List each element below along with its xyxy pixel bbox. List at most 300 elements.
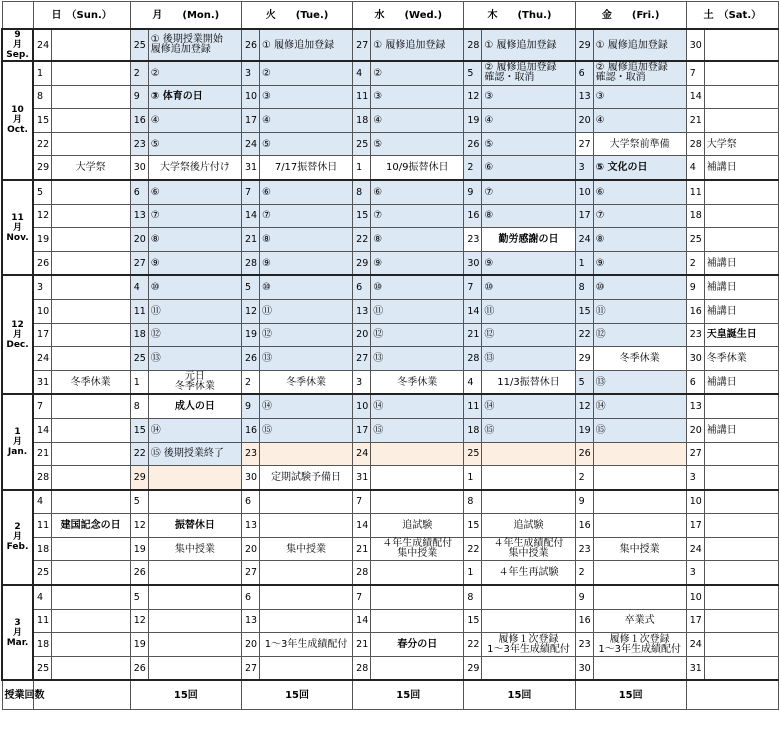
event-mon: ⑬	[148, 347, 241, 371]
date-thu: 1	[464, 466, 482, 490]
month-label: 11 月 Nov.	[2, 180, 33, 275]
date-wed: 3	[353, 370, 371, 394]
date-tue: 10	[241, 85, 259, 109]
event-mon: ⑤	[148, 132, 241, 156]
date-mon: 19	[130, 633, 148, 657]
event-wed: ⑧	[371, 228, 464, 252]
event-thu: 勤労感謝の日	[482, 228, 575, 252]
event-thu: ⑮	[482, 418, 575, 442]
date-tue: 17	[241, 109, 259, 133]
week-row	[2, 466, 779, 490]
date-sun: 18	[33, 633, 51, 657]
event-sun: 大学祭	[51, 156, 130, 180]
event-fri	[593, 466, 686, 490]
date-wed: 14	[353, 514, 371, 538]
date-thu: 30	[464, 251, 482, 275]
date-thu: 22	[464, 537, 482, 561]
date-sat: 25	[686, 228, 704, 252]
event-sun	[51, 633, 130, 657]
date-mon: 25	[130, 29, 148, 61]
date-wed: 4	[353, 61, 371, 85]
date-fri: 2	[575, 561, 593, 585]
date-wed: 7	[353, 490, 371, 514]
event-sat	[704, 442, 778, 466]
date-mon: 4	[130, 275, 148, 299]
event-sun	[51, 609, 130, 633]
date-fri: 10	[575, 180, 593, 204]
event-fri: ④	[593, 109, 686, 133]
date-mon: 5	[130, 490, 148, 514]
date-tue: 3	[241, 61, 259, 85]
date-sat: 17	[686, 609, 704, 633]
event-sun	[51, 251, 130, 275]
event-thu: ① 履修追加登録	[482, 29, 575, 61]
event-tue: ⑫	[259, 323, 352, 347]
event-fri	[593, 585, 686, 609]
date-sun: 31	[33, 370, 51, 394]
event-tue: ⑬	[259, 347, 352, 371]
date-thu: 16	[464, 204, 482, 228]
date-sun: 25	[33, 561, 51, 585]
date-thu: 23	[464, 228, 482, 252]
date-tue: 24	[241, 132, 259, 156]
date-mon: 26	[130, 656, 148, 680]
event-sat: 補講日	[704, 418, 778, 442]
date-sun: 1	[33, 61, 51, 85]
date-wed: 27	[353, 347, 371, 371]
header-fri: 金 (Fri.)	[575, 2, 686, 30]
date-tue: 13	[241, 609, 259, 633]
event-wed: ⑭	[371, 394, 464, 418]
date-fri: 5	[575, 370, 593, 394]
event-fri	[593, 656, 686, 680]
event-sun	[51, 585, 130, 609]
date-sun: 17	[33, 323, 51, 347]
date-sat: 17	[686, 514, 704, 538]
event-fri: ⑨	[593, 251, 686, 275]
date-mon: 16	[130, 109, 148, 133]
header-thu: 木 (Thu.)	[464, 2, 575, 30]
date-tue: 20	[241, 633, 259, 657]
event-thu: ⑩	[482, 275, 575, 299]
week-row	[2, 442, 779, 466]
week-row	[2, 299, 779, 323]
date-sat: 24	[686, 537, 704, 561]
event-mon: ⑪	[148, 299, 241, 323]
event-fri	[593, 561, 686, 585]
date-sun: 4	[33, 490, 51, 514]
event-mon: 成人の日	[148, 394, 241, 418]
event-thu: ⑭	[482, 394, 575, 418]
event-sun	[51, 537, 130, 561]
event-sat	[704, 633, 778, 657]
event-sun	[51, 466, 130, 490]
event-tue: ⑩	[259, 275, 352, 299]
date-mon: 1	[130, 370, 148, 394]
date-thu: 9	[464, 180, 482, 204]
date-wed: 8	[353, 180, 371, 204]
event-mon: 元日 冬季休業	[148, 370, 241, 394]
month-label: 2 月 Feb.	[2, 490, 33, 585]
week-row	[2, 228, 779, 252]
date-wed: 28	[353, 561, 371, 585]
date-wed: 24	[353, 442, 371, 466]
event-thu: ⑫	[482, 323, 575, 347]
week-row	[2, 490, 779, 514]
date-sat: 24	[686, 633, 704, 657]
date-fri: 27	[575, 132, 593, 156]
date-sun: 10	[33, 299, 51, 323]
event-wed	[371, 656, 464, 680]
date-sun: 26	[33, 251, 51, 275]
date-sun: 18	[33, 537, 51, 561]
date-mon: 9	[130, 85, 148, 109]
date-tue: 2	[241, 370, 259, 394]
event-tue	[259, 585, 352, 609]
event-fri: ⑦	[593, 204, 686, 228]
week-row	[2, 204, 779, 228]
date-sat: 7	[686, 61, 704, 85]
event-wed: ① 履修追加登録	[371, 29, 464, 61]
week-row	[2, 418, 779, 442]
date-thu: 8	[464, 585, 482, 609]
week-row	[2, 633, 779, 657]
week-row	[2, 656, 779, 680]
date-tue: 20	[241, 537, 259, 561]
event-wed: ４年生成績配付 集中授業	[371, 537, 464, 561]
event-mon: ⑭	[148, 418, 241, 442]
event-mon: ⑮ 後期授業終了	[148, 442, 241, 466]
event-sun	[51, 228, 130, 252]
date-thu: 18	[464, 418, 482, 442]
event-sun	[51, 442, 130, 466]
date-thu: 28	[464, 347, 482, 371]
date-tue: 9	[241, 394, 259, 418]
event-mon: 大学祭後片付け	[148, 156, 241, 180]
event-tue: ⑧	[259, 228, 352, 252]
event-sun	[51, 132, 130, 156]
date-fri: 15	[575, 299, 593, 323]
date-wed: 25	[353, 132, 371, 156]
date-fri: 2	[575, 466, 593, 490]
week-row	[2, 347, 779, 371]
date-fri: 26	[575, 442, 593, 466]
date-sat: 31	[686, 656, 704, 680]
date-mon: 29	[130, 466, 148, 490]
event-wed: ⑪	[371, 299, 464, 323]
academic-calendar	[1, 1, 779, 710]
week-row	[2, 251, 779, 275]
date-fri: 30	[575, 656, 593, 680]
date-thu: 22	[464, 633, 482, 657]
date-sun: 11	[33, 514, 51, 538]
event-mon: ⑦	[148, 204, 241, 228]
totals-label: 授業回数	[2, 680, 33, 710]
event-wed: 春分の日	[371, 633, 464, 657]
event-sat	[704, 61, 778, 85]
event-sun	[51, 394, 130, 418]
date-thu: 8	[464, 490, 482, 514]
event-sat	[704, 609, 778, 633]
event-tue: ① 履修追加登録	[259, 29, 352, 61]
date-sun: 3	[33, 275, 51, 299]
week-row	[2, 514, 779, 538]
date-fri: 9	[575, 490, 593, 514]
event-tue	[259, 490, 352, 514]
date-fri: 23	[575, 537, 593, 561]
date-sat: 3	[686, 561, 704, 585]
event-tue: ⑤	[259, 132, 352, 156]
event-mon	[148, 609, 241, 633]
date-wed: 28	[353, 656, 371, 680]
event-tue: 冬季休業	[259, 370, 352, 394]
date-wed: 29	[353, 251, 371, 275]
event-fri: ⑤ 文化の日	[593, 156, 686, 180]
date-wed: 21	[353, 633, 371, 657]
date-sun: 21	[33, 442, 51, 466]
event-sat	[704, 466, 778, 490]
event-sat	[704, 656, 778, 680]
event-mon	[148, 466, 241, 490]
event-thu	[482, 609, 575, 633]
event-thu: ⑨	[482, 251, 575, 275]
event-sat	[704, 537, 778, 561]
date-fri: 24	[575, 228, 593, 252]
event-tue: ②	[259, 61, 352, 85]
date-mon: 2	[130, 61, 148, 85]
date-fri: 3	[575, 156, 593, 180]
event-tue: 定期試験予備日	[259, 466, 352, 490]
date-mon: 19	[130, 537, 148, 561]
event-mon: ⑧	[148, 228, 241, 252]
event-fri: ① 履修追加登録	[593, 29, 686, 61]
event-fri	[593, 490, 686, 514]
week-row	[2, 585, 779, 609]
date-wed: 27	[353, 29, 371, 61]
week-row	[2, 61, 779, 85]
event-thu: ４年生成績配付 集中授業	[482, 537, 575, 561]
event-sat	[704, 514, 778, 538]
header-row	[2, 2, 779, 30]
date-tue: 21	[241, 228, 259, 252]
event-thu	[482, 656, 575, 680]
event-mon: ⑩	[148, 275, 241, 299]
date-wed: 7	[353, 585, 371, 609]
event-wed: ⑦	[371, 204, 464, 228]
event-thu: ⑧	[482, 204, 575, 228]
event-tue	[259, 514, 352, 538]
event-wed	[371, 490, 464, 514]
date-mon: 6	[130, 180, 148, 204]
date-sat: 27	[686, 442, 704, 466]
event-sun	[51, 109, 130, 133]
event-thu	[482, 466, 575, 490]
event-sun	[51, 323, 130, 347]
event-mon: ②	[148, 61, 241, 85]
date-tue: 13	[241, 514, 259, 538]
totals-fri: 15回	[575, 680, 686, 710]
header-sat: 土 （Sat.）	[686, 2, 778, 30]
event-tue	[259, 442, 352, 466]
event-fri: 履修１次登録 1～3年生成績配付	[593, 633, 686, 657]
week-row	[2, 275, 779, 299]
event-thu	[482, 585, 575, 609]
date-tue: 28	[241, 251, 259, 275]
date-tue: 30	[241, 466, 259, 490]
date-sat: 20	[686, 418, 704, 442]
date-sun: 7	[33, 394, 51, 418]
event-fri: ⑪	[593, 299, 686, 323]
week-row	[2, 537, 779, 561]
date-sat: 4	[686, 156, 704, 180]
event-wed	[371, 466, 464, 490]
event-tue: ⑨	[259, 251, 352, 275]
date-fri: 8	[575, 275, 593, 299]
event-wed: 冬季休業	[371, 370, 464, 394]
event-sat	[704, 85, 778, 109]
date-sat: 30	[686, 347, 704, 371]
event-wed: ③	[371, 85, 464, 109]
event-wed: 追試験	[371, 514, 464, 538]
event-sat	[704, 29, 778, 61]
date-fri: 12	[575, 394, 593, 418]
week-row	[2, 132, 779, 156]
event-sat	[704, 228, 778, 252]
date-tue: 5	[241, 275, 259, 299]
date-sun: 22	[33, 132, 51, 156]
date-sun: 19	[33, 228, 51, 252]
date-sun: 15	[33, 109, 51, 133]
event-wed: ⑩	[371, 275, 464, 299]
event-thu	[482, 490, 575, 514]
event-sat: 補講日	[704, 299, 778, 323]
event-mon	[148, 633, 241, 657]
event-fri: ⑭	[593, 394, 686, 418]
event-wed: ④	[371, 109, 464, 133]
date-tue: 6	[241, 490, 259, 514]
date-sat: 14	[686, 85, 704, 109]
event-mon: ① 後期授業開始 履修追加登録	[148, 29, 241, 61]
totals-row	[2, 680, 779, 710]
date-sun: 24	[33, 29, 51, 61]
date-fri: 22	[575, 323, 593, 347]
event-sat: 冬季休業	[704, 347, 778, 371]
date-tue: 12	[241, 299, 259, 323]
date-sat: 9	[686, 275, 704, 299]
event-sat: 天皇誕生日	[704, 323, 778, 347]
month-label: 10 月 Oct.	[2, 61, 33, 180]
date-sat: 13	[686, 394, 704, 418]
date-fri: 19	[575, 418, 593, 442]
date-sat: 10	[686, 585, 704, 609]
date-wed: 31	[353, 466, 371, 490]
date-mon: 27	[130, 251, 148, 275]
date-thu: 19	[464, 109, 482, 133]
event-sun	[51, 85, 130, 109]
date-mon: 30	[130, 156, 148, 180]
event-fri: ⑬	[593, 370, 686, 394]
calendar-body	[2, 29, 779, 680]
date-fri: 29	[575, 29, 593, 61]
event-tue: ③	[259, 85, 352, 109]
totals-sun	[33, 680, 130, 710]
event-sun: 建国記念の日	[51, 514, 130, 538]
header-mon: 月 (Mon.)	[130, 2, 241, 30]
date-sat: 2	[686, 251, 704, 275]
date-thu: 12	[464, 85, 482, 109]
date-thu: 28	[464, 29, 482, 61]
event-tue: ⑥	[259, 180, 352, 204]
week-row	[2, 394, 779, 418]
date-sat: 16	[686, 299, 704, 323]
event-sun	[51, 61, 130, 85]
date-mon: 20	[130, 228, 148, 252]
date-sun: 12	[33, 204, 51, 228]
date-thu: 21	[464, 323, 482, 347]
event-tue	[259, 609, 352, 633]
date-tue: 27	[241, 561, 259, 585]
event-mon: ④	[148, 109, 241, 133]
event-sat: 大学祭	[704, 132, 778, 156]
date-sun: 25	[33, 656, 51, 680]
event-tue: ⑮	[259, 418, 352, 442]
date-wed: 14	[353, 609, 371, 633]
date-tue: 7	[241, 180, 259, 204]
date-wed: 17	[353, 418, 371, 442]
date-mon: 12	[130, 514, 148, 538]
date-tue: 6	[241, 585, 259, 609]
date-wed: 10	[353, 394, 371, 418]
date-mon: 5	[130, 585, 148, 609]
header-tue: 火 (Tue.)	[241, 2, 352, 30]
week-row	[2, 323, 779, 347]
event-sun	[51, 418, 130, 442]
event-tue: ⑦	[259, 204, 352, 228]
event-mon	[148, 490, 241, 514]
date-tue: 19	[241, 323, 259, 347]
date-tue: 26	[241, 29, 259, 61]
date-tue: 14	[241, 204, 259, 228]
event-thu: ⑥	[482, 156, 575, 180]
event-thu: ⑬	[482, 347, 575, 371]
date-thu: 26	[464, 132, 482, 156]
event-mon: ③ 体育の日	[148, 85, 241, 109]
event-sat: 補講日	[704, 275, 778, 299]
date-sun: 29	[33, 156, 51, 180]
event-sat	[704, 490, 778, 514]
date-wed: 15	[353, 204, 371, 228]
date-mon: 25	[130, 347, 148, 371]
event-thu: ⑦	[482, 180, 575, 204]
date-wed: 22	[353, 228, 371, 252]
event-thu: ② 履修追加登録 確認・取消	[482, 61, 575, 85]
event-fri: ② 履修追加登録 確認・取消	[593, 61, 686, 85]
event-sun	[51, 275, 130, 299]
date-sat: 3	[686, 466, 704, 490]
event-sat: 補講日	[704, 156, 778, 180]
event-sat: 補講日	[704, 251, 778, 275]
date-mon: 22	[130, 442, 148, 466]
event-sat	[704, 585, 778, 609]
corner-header	[2, 2, 33, 30]
date-sat: 11	[686, 180, 704, 204]
date-fri: 16	[575, 514, 593, 538]
event-sun	[51, 29, 130, 61]
event-sun	[51, 180, 130, 204]
date-fri: 20	[575, 109, 593, 133]
date-tue: 26	[241, 347, 259, 371]
event-tue: 1～3年生成績配付	[259, 633, 352, 657]
